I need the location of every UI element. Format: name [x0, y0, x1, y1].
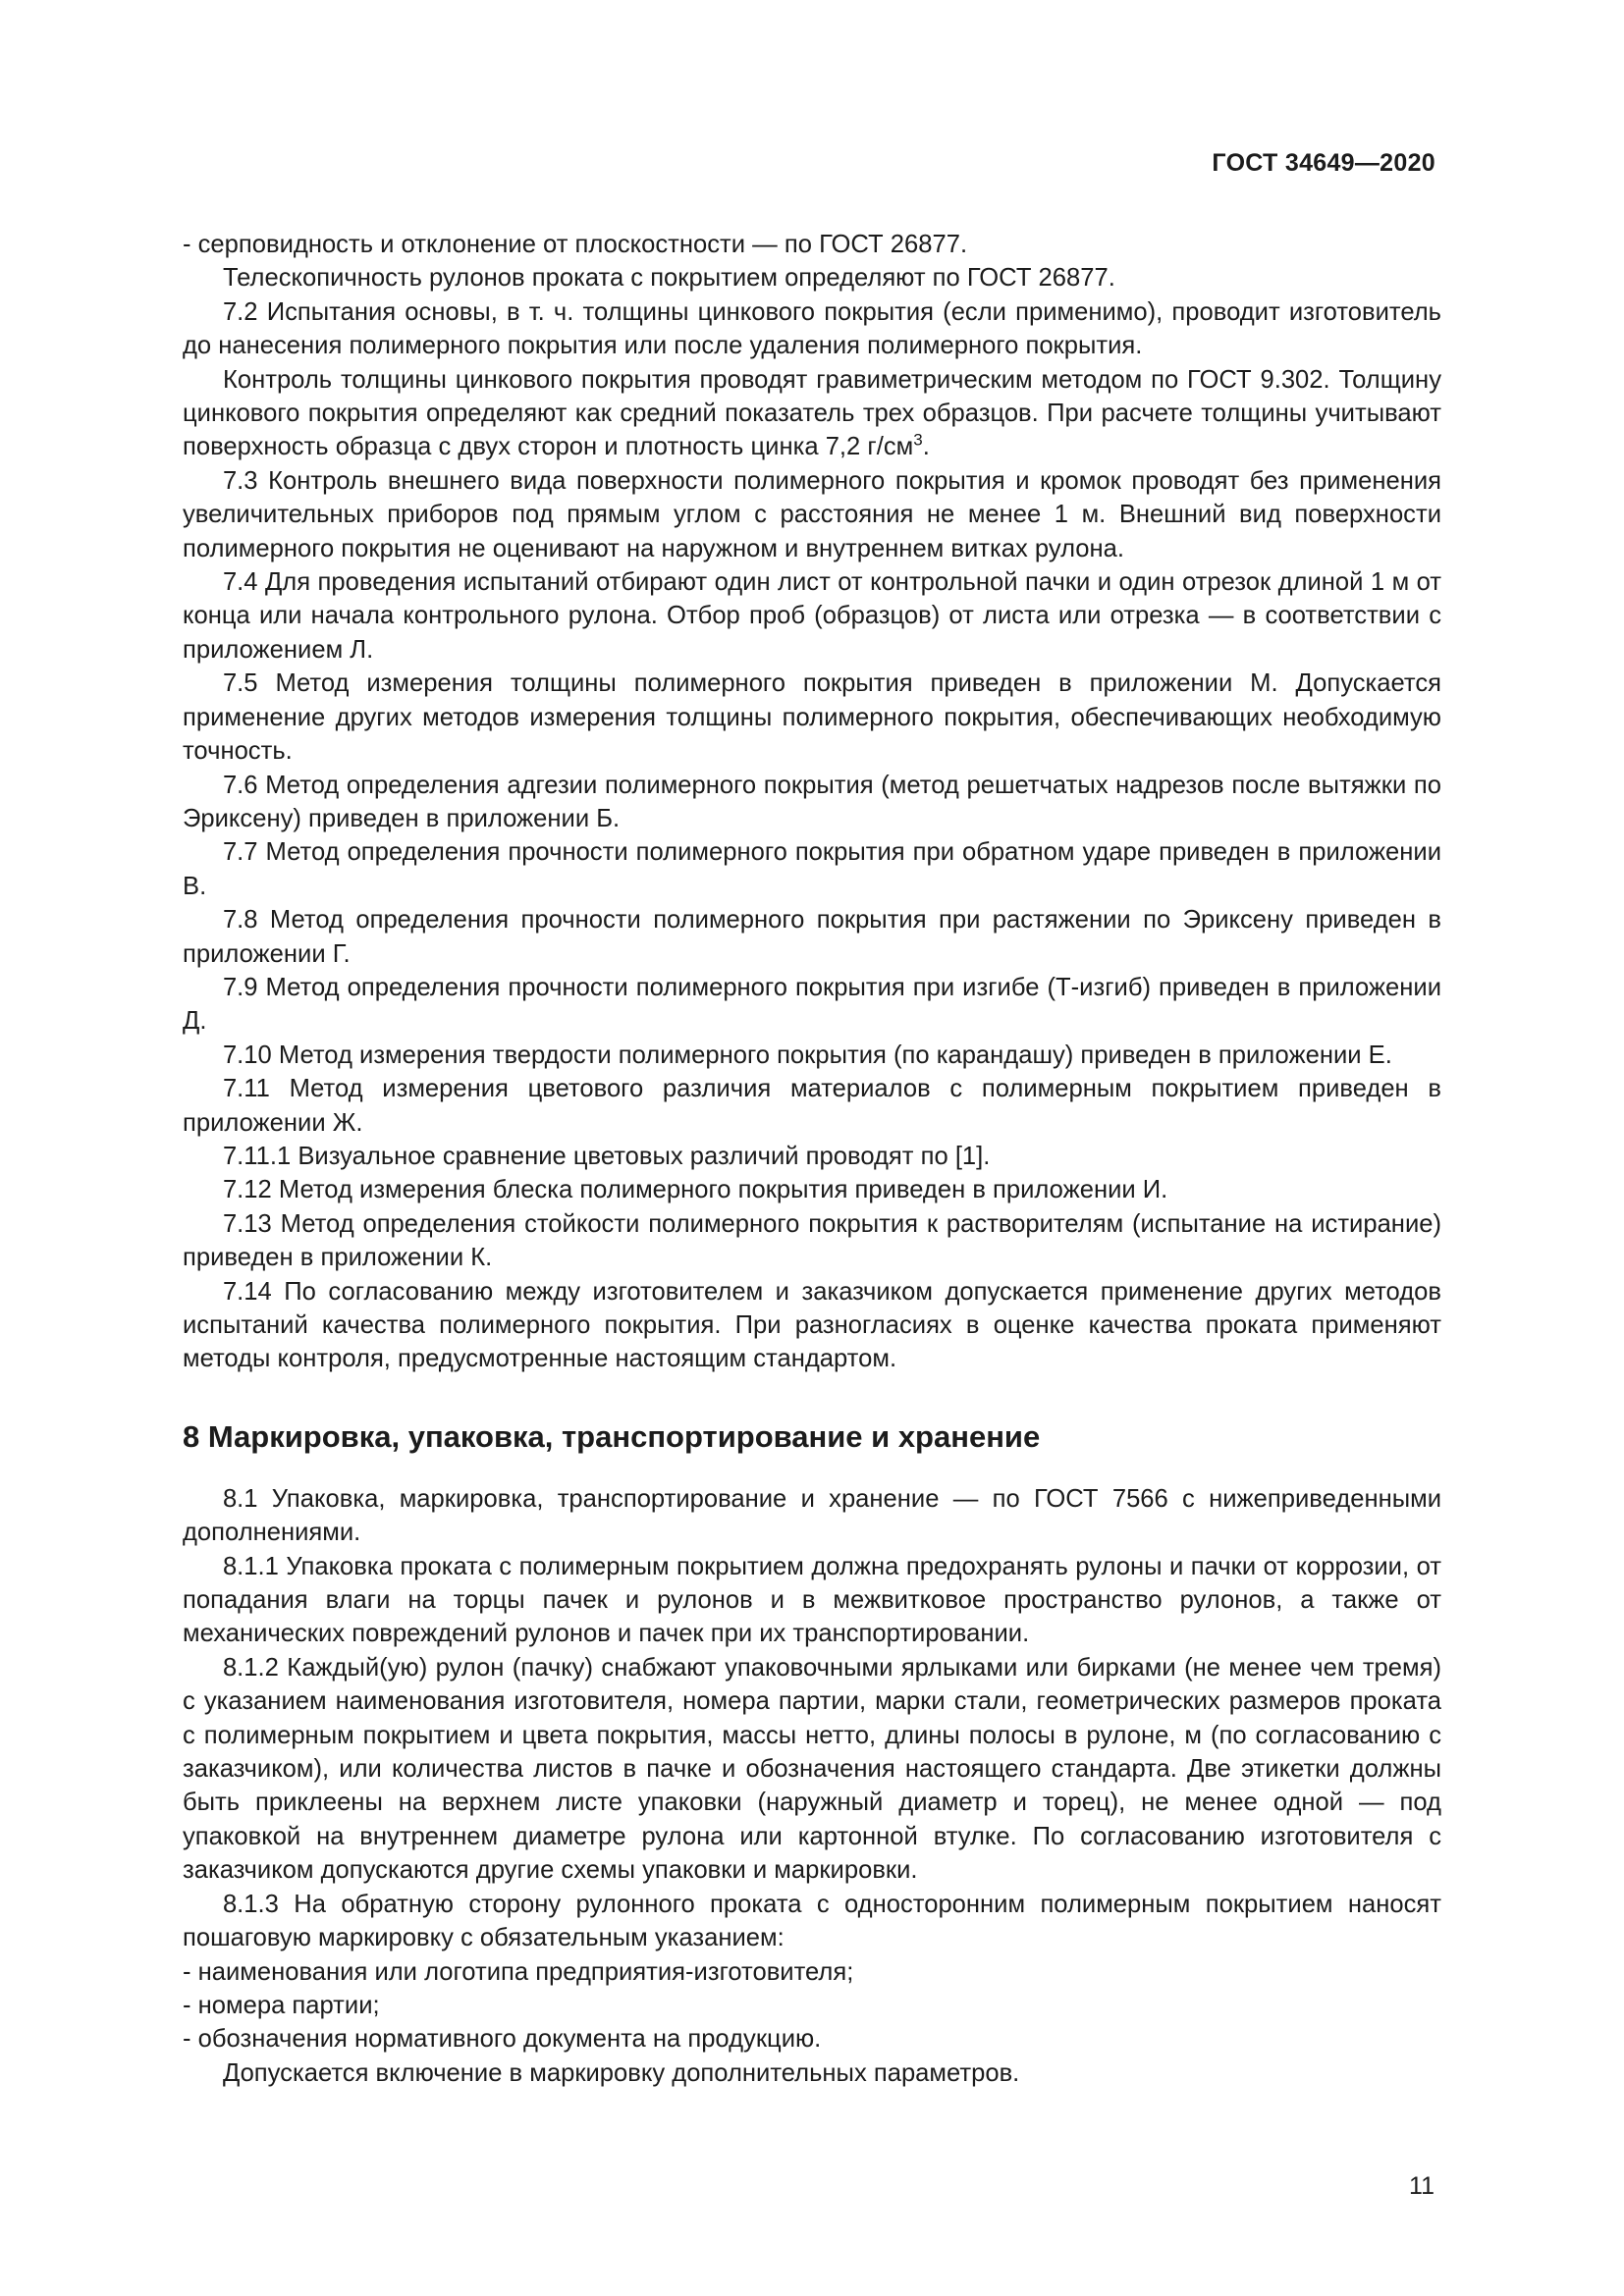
paragraph-text: - наименования или логотипа предприятия-изготовителя;	[183, 1957, 854, 1986]
paragraph-text: 7.11 Метод измерения цветового различия материалов с полимерным покрытием приведен в приложении Ж.	[183, 1075, 1441, 1137]
paragraph	[183, 363, 1441, 464]
paragraph-text: 7.4 Для проведения испытаний отбирают один лист от контрольной пачки и один отрезок длиной 1 м от конца или начала контрольного рулона. Отбор проб (образцов) от листа или отрезка — в соответствии с приложением Л.	[183, 568, 1441, 664]
paragraph-text: 8.1.2 Каждый(ую) рулон (пачку) снабжают упаковочными ярлыками или бирками (не менее чем тремя) с указанием наименования изготовителя, номера партии, марки стали, геометрических размеров проката с полимерным покрытием и цвета покрытия, массы нетто, длины полосы в рулоне, м (по согласованию с заказчиком), или количества листов в пачке и обозначения настоящего стандарта. Две этикетки должны быть приклеены на верхнем листе упаковки (наружный диаметр и торец), не менее одной — под упаковкой на внутреннем диаметре рулона или картонной втулке. По согласованию изготовителя с заказчиком допускаются другие схемы упаковки и маркировки.	[183, 1653, 1441, 1885]
paragraph	[183, 903, 1441, 971]
superscript: 3	[913, 430, 923, 450]
paragraph-text: 8.1.3 На обратную сторону рулонного проката с односторонним полимерным покрытием наносят пошаговую маркировку с обязательным указанием:	[183, 1890, 1441, 1952]
paragraph-text: 7.7 Метод определения прочности полимерного покрытия при обратном ударе приведен в приложении В.	[183, 838, 1441, 900]
paragraph-text: 7.14 По согласованию между изготовителем и заказчиком допускается применение других методов испытаний качества полимерного покрытия. При разногласиях в оценке качества проката применяют методы контроля, предусмотренные настоящим стандартом.	[183, 1277, 1441, 1373]
paragraph-text: - номера партии;	[183, 1991, 380, 2019]
paragraph-text: 7.3 Контроль внешнего вида поверхности полимерного покрытия и кромок проводят без применения увеличительных приборов под прямым углом с расстояния не менее 1 м. Внешний вид поверхности полимерного покрытия не оценивают на наружном и внутреннем витках рулона.	[183, 466, 1441, 562]
paragraph-text: 7.13 Метод определения стойкости полимерного покрытия к растворителям (испытание на истирание) приведен в приложении К.	[183, 1209, 1441, 1272]
paragraph	[183, 769, 1441, 836]
document-code-header: ГОСТ 34649—2020	[1212, 149, 1435, 177]
paragraph-text: 7.6 Метод определения адгезии полимерного покрытия (метод решетчатых надрезов после вытяжки по Эриксену) приведен в приложении Б.	[183, 771, 1441, 832]
paragraph	[183, 228, 1441, 261]
paragraph	[183, 1651, 1441, 1888]
paragraph	[183, 464, 1441, 565]
paragraph-text-tail: .	[922, 433, 930, 461]
paragraph-text: 7.12 Метод измерения блеска полимерного покрытия приведен в приложении И.	[222, 1176, 1168, 1204]
paragraph-text: 8.1 Упаковка, маркировка, транспортирование и хранение — по ГОСТ 7566 с нижеприведенными дополнениями.	[183, 1484, 1441, 1547]
paragraph	[183, 1039, 1441, 1072]
paragraph	[183, 971, 1441, 1039]
paragraph	[183, 1072, 1441, 1140]
paragraph-text: 7.9 Метод определения прочности полимерного покрытия при изгибе (Т-изгиб) приведен в приложении Д.	[183, 973, 1441, 1036]
paragraph-text: 7.5 Метод измерения толщины полимерного покрытия приведен в приложении М. Допускается применение других методов измерения толщины полимерного покрытия, обеспечивающих необходимую точность.	[183, 669, 1441, 766]
paragraph-text: Контроль толщины цинкового покрытия проводят гравиметрическим методом по ГОСТ 9.302. Толщину цинкового покрытия определяют как средний показатель трех образцов. При расчете толщины учитывают поверхность образца с двух сторон и плотность цинка 7,2 г/см	[183, 365, 1441, 461]
paragraph-text: Телескопичность рулонов проката с покрытием определяют по ГОСТ 26877.	[222, 264, 1115, 293]
paragraph	[183, 2056, 1441, 2090]
page-number: 11	[1409, 2172, 1435, 2200]
paragraph	[183, 835, 1441, 903]
paragraph-text: 7.11.1 Визуальное сравнение цветовых различий проводят по [1].	[222, 1142, 991, 1170]
paragraph	[183, 1275, 1441, 1376]
paragraph-text: - серповидность и отклонение от плоскостности — по ГОСТ 26877.	[183, 231, 968, 258]
paragraph-text: Допускается включение в маркировку дополнительных параметров.	[222, 2058, 1020, 2087]
paragraph-group-section-7	[183, 228, 1441, 1376]
paragraph-text: 7.2 Испытания основы, в т. ч. толщины цинкового покрытия (если применимо), проводит изготовитель до нанесения полимерного покрытия или после удаления полимерного покрытия.	[183, 297, 1441, 360]
paragraph-text: 7.10 Метод измерения твердости полимерного покрытия (по карандашу) приведен в приложении Е.	[222, 1041, 1392, 1069]
paragraph	[183, 1888, 1441, 1955]
paragraph	[183, 1482, 1441, 1550]
paragraph-text: - обозначения нормативного документа на продукцию.	[183, 2025, 822, 2054]
paragraph	[183, 1989, 1441, 2022]
paragraph-group-section-8	[183, 1482, 1441, 2090]
paragraph	[183, 1955, 1441, 1989]
paragraph	[183, 295, 1441, 363]
paragraph	[183, 2022, 1441, 2056]
paragraph	[183, 667, 1441, 768]
paragraph	[183, 565, 1441, 667]
paragraph	[183, 261, 1441, 294]
page-body	[183, 228, 1441, 2090]
paragraph-text: 8.1.1 Упаковка проката с полимерным покрытием должна предохранять рулоны и пачки от коррозии, от попадания влаги на торцы пачек и рулонов и в межвитковое пространство рулонов, а также от механических повреждений рулонов и пачек при их транспортировании.	[183, 1552, 1441, 1648]
paragraph	[183, 1140, 1441, 1173]
section-heading: 8 Маркировка, упаковка, транспортирование и хранение	[183, 1418, 1041, 1454]
paragraph	[183, 1173, 1441, 1206]
paragraph-text: 7.8 Метод определения прочности полимерного покрытия при растяжении по Эриксену приведен в приложении Г.	[183, 906, 1441, 968]
paragraph	[183, 1207, 1441, 1275]
paragraph	[183, 1550, 1441, 1651]
